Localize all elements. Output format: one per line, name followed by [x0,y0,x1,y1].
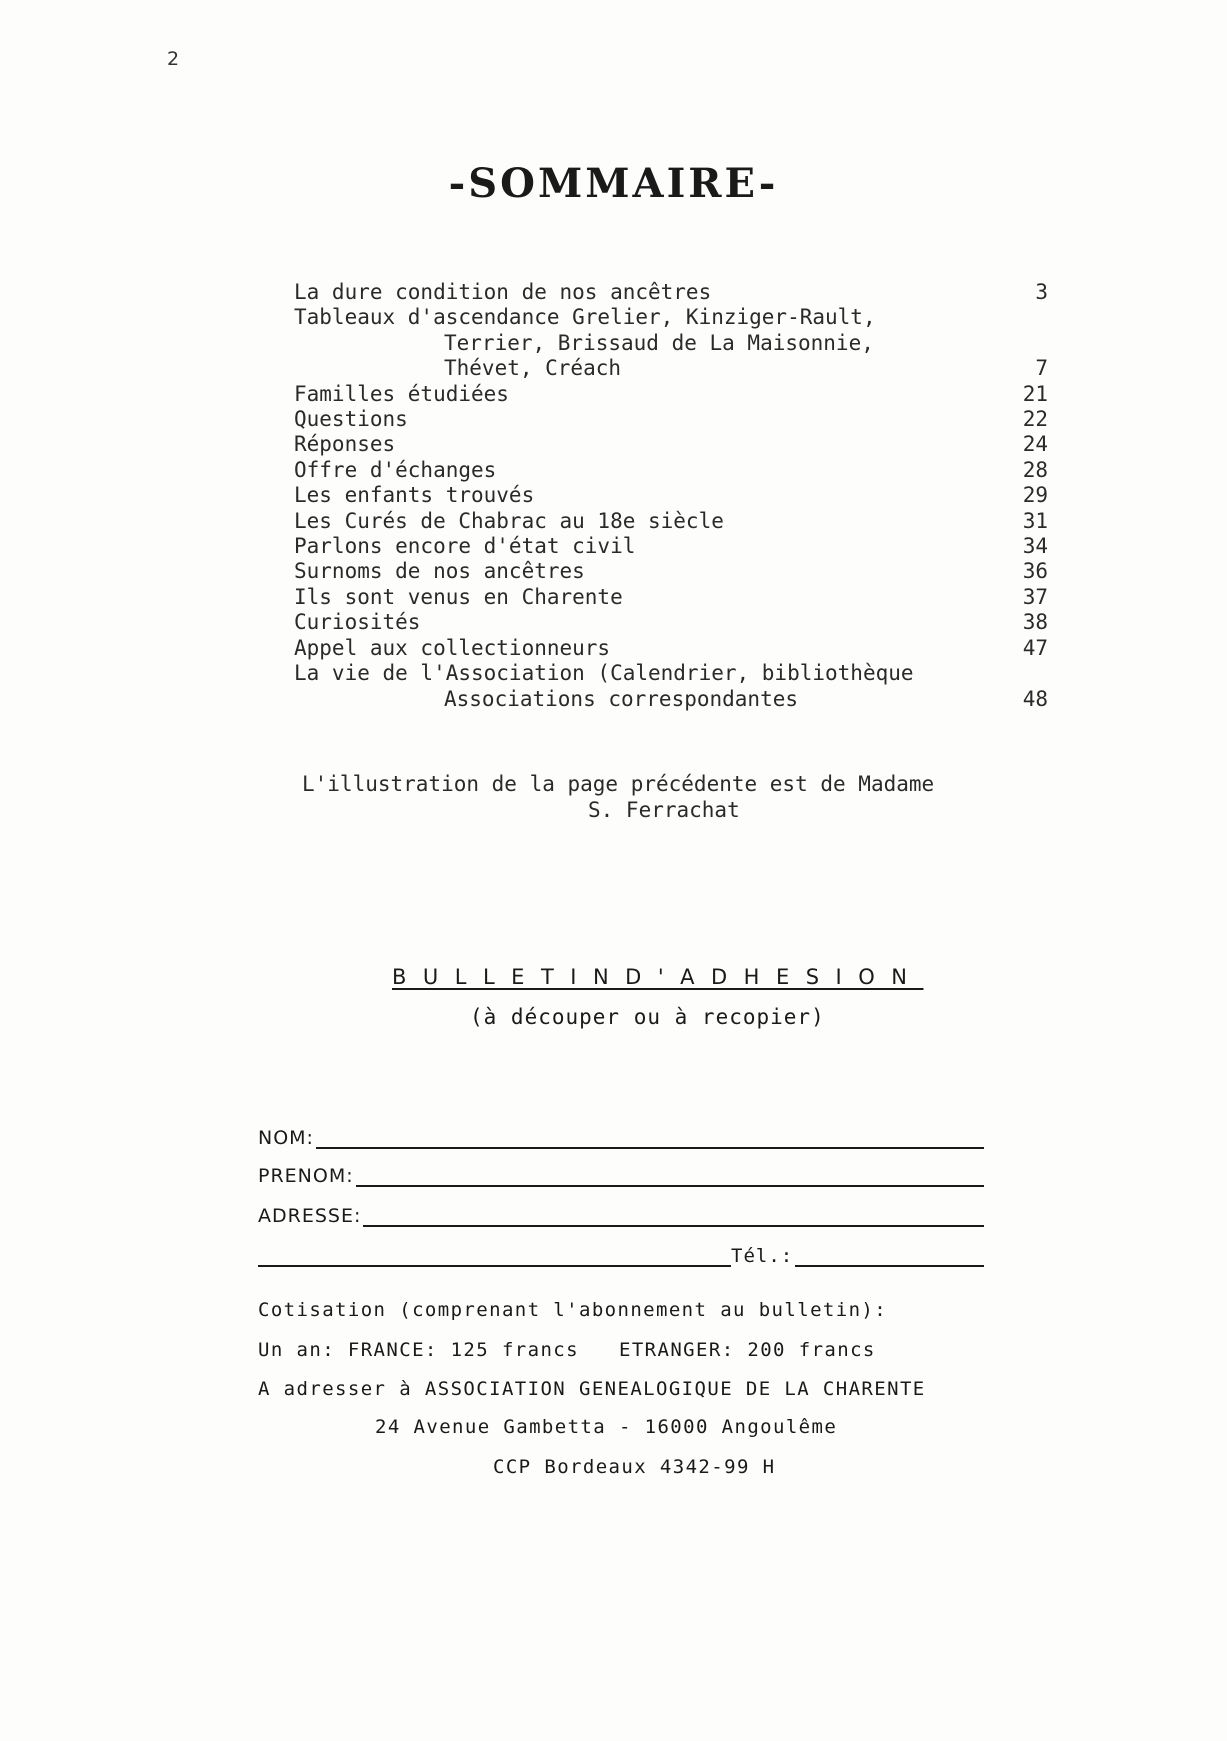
tel-label: Tél.: [731,1245,794,1267]
toc-entry [294,280,1048,305]
toc-entry [294,509,1048,534]
table-of-contents [294,280,1048,712]
toc-entry-page: 36 [1022,559,1048,584]
toc-entry-page: 37 [1022,584,1048,609]
tarifs-text [258,1339,876,1361]
page-number: 2 [167,48,180,70]
toc-entry [294,636,1048,661]
toc-entry-title: La vie de l'Association (Calendrier, bibliothèque [294,661,914,686]
toc-entry-page: 7 [1035,356,1048,381]
toc-entry-title: Les Curés de Chabrac au 18e siècle [294,508,724,533]
toc-entry [294,610,1048,635]
toc-entry-title: Ils sont venus en Charente [294,584,623,609]
cotisation-text: Cotisation (comprenant l'abonnement au bulletin): [258,1299,888,1321]
send-to-text: A adresser à ASSOCIATION GENEALOGIQUE DE LA CHARENTE [258,1378,926,1400]
toc-entry-title: Associations correspondantes [444,686,799,711]
membership-form-title: BULLETIND'ADHESION [392,965,924,989]
toc-entry [294,661,1048,712]
tarif-france: Un an: FRANCE: 125 francs [258,1339,579,1361]
nom-field[interactable] [316,1127,984,1149]
toc-entry [294,483,1048,508]
adresse-continuation-field[interactable] [258,1245,731,1267]
toc-entry-title: Thévet, Créach [444,356,622,381]
toc-entry [294,305,1048,381]
adresse-field[interactable] [363,1205,984,1227]
form-row-adresse [258,1205,984,1227]
toc-entry-title: Surnoms de nos ancêtres [294,559,585,584]
membership-form-subtitle: (à découper ou à recopier) [470,1005,825,1029]
toc-entry-page: 31 [1022,508,1048,533]
prenom-label: PRENOM: [258,1165,354,1187]
toc-entry-title: Appel aux collectionneurs [294,635,611,660]
toc-entry-page: 29 [1022,483,1048,508]
tarif-etranger: ETRANGER: 200 francs [618,1339,876,1361]
toc-entry [294,458,1048,483]
toc-entry [294,432,1048,457]
toc-entry-page: 34 [1022,534,1048,559]
toc-entry-page: 38 [1022,610,1048,635]
illustration-credit [302,772,1062,823]
toc-entry [294,559,1048,584]
toc-entry [294,534,1048,559]
toc-entry-page: 47 [1022,635,1048,660]
toc-entry-title: Réponses [294,432,396,457]
prenom-field[interactable] [356,1165,984,1187]
toc-entry [294,407,1048,432]
tel-field[interactable] [795,1245,984,1267]
toc-entry-title: Questions [294,407,408,432]
adresse-label: ADRESSE: [258,1205,362,1227]
toc-entry-title: Parlons encore d'état civil [294,534,636,559]
page-title: -SOMMAIRE- [448,160,779,207]
toc-entry-page: 28 [1022,457,1048,482]
toc-entry-title: Curiosités [294,610,421,635]
toc-entry-title: Terrier, Brissaud de La Maisonnie, [444,330,874,355]
form-row-prenom [258,1165,984,1187]
form-row-nom [258,1127,984,1149]
toc-entry-page: 24 [1022,432,1048,457]
toc-entry-page: 48 [1022,686,1048,711]
association-address: 24 Avenue Gambetta - 16000 Angoulême [375,1416,838,1438]
toc-entry-title: Familles étudiées [294,381,509,406]
toc-entry-title: Tableaux d'ascendance Grelier, Kinziger-Rault, [294,305,876,330]
form-row-tel [258,1245,984,1267]
toc-entry-title: Offre d'échanges [294,457,497,482]
nom-label: NOM: [258,1127,314,1149]
toc-entry-page: 22 [1022,407,1048,432]
illustration-credit-line-2: S. Ferrachat [588,797,740,822]
toc-entry-page: 21 [1022,381,1048,406]
toc-entry-title: La dure condition de nos ancêtres [294,280,712,304]
toc-entry [294,382,1048,407]
illustration-credit-line-1: L'illustration de la page précédente est de Madame [302,772,935,796]
toc-entry-title: Les enfants trouvés [294,483,535,508]
toc-entry [294,585,1048,610]
toc-entry-page: 3 [1035,280,1048,304]
ccp-account: CCP Bordeaux 4342-99 H [493,1456,776,1478]
